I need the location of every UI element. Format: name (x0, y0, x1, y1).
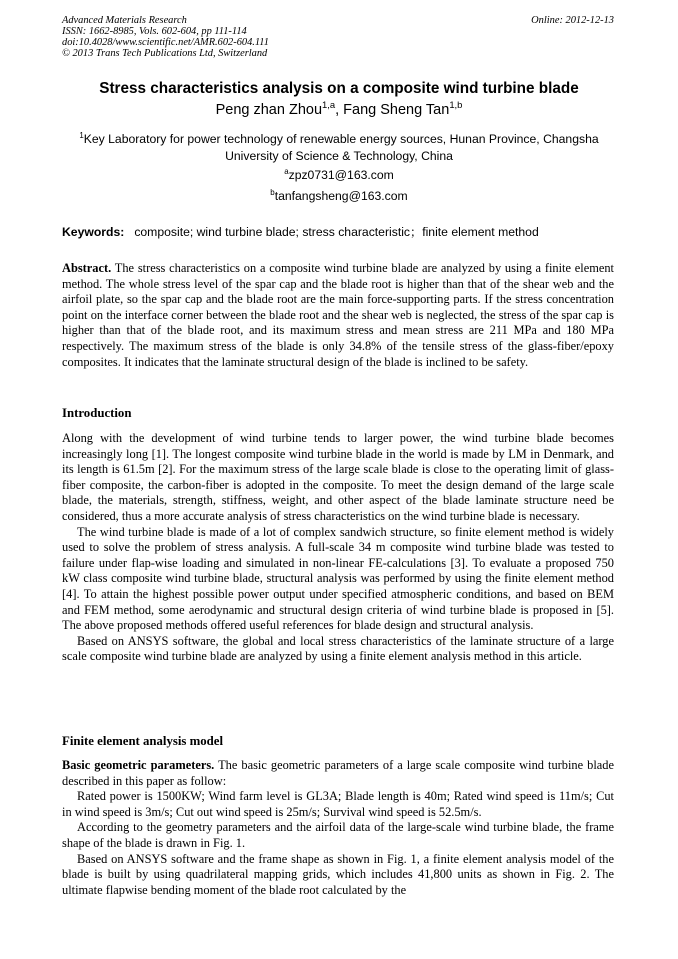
fea-section (62, 758, 614, 898)
author-name: Peng zhan Zhou (215, 102, 323, 118)
copyright-line: © 2013 Trans Tech Publications Ltd, Switzerland (62, 48, 268, 59)
online-date: Online: 2012-12-13 (531, 15, 614, 26)
paragraph (62, 758, 614, 789)
email-line (40, 189, 638, 203)
email-superscript: b (270, 187, 275, 197)
author-superscript: 1,b (449, 99, 463, 111)
journal-header (62, 15, 269, 59)
paragraph: Rated power is 1500KW; Wind farm level is GL3A; Blade length is 40m; Rated wind speed is 11m/s; Cut in wind speed is 3m/s; Cut out wind speed is 25m/s; Survival wind speed is 52.5m/s. (62, 789, 614, 819)
author-line (40, 99, 638, 118)
journal-name: Advanced Materials Research (62, 15, 187, 26)
author-separator: , (335, 102, 344, 118)
author-superscript: 1,a (322, 99, 336, 111)
issn-line: ISSN: 1662-8985, Vols. 602-604, pp 111-114 (62, 26, 247, 37)
affiliation (62, 131, 616, 165)
email-address[interactable]: zpz0731@163.com (288, 168, 394, 182)
paragraph-text: The basic geometric parameters of a large scale composite wind turbine blade described in this paper as follow: (62, 758, 614, 788)
keywords-label: Keywords: (62, 225, 125, 239)
email-line (40, 168, 638, 182)
paragraph: Based on ANSYS software, the global and local stress characteristics of the laminate structure of a large scale composite wind turbine blade are analyzed by using a finite element analysis method in this article. (62, 633, 614, 664)
email-superscript: a (284, 166, 289, 176)
paper-title: Stress characteristics analysis on a composite wind turbine blade (99, 80, 579, 97)
affiliation-superscript: 1 (79, 130, 84, 140)
paragraph: Along with the development of wind turbine tends to larger power, the wind turbine blade becomes increasingly long [1]. The longest composite wind turbine blade in the world is made by LM in Denmark, and its length is 61.5m [2]. For the maximum stress of the large scale blade is close to the operating limit of glass-fiber composite, the carbon-fiber is adopted in the composite. To meet the design demand of the large scale blade, the materials, strength, stiffness, weight, and other aspect of the blade laminate structure need be considered, thus a more accurate analysis of stress characteristics on the wind turbine blade is necessary. (62, 431, 614, 523)
section-heading-introduction: Introduction (62, 406, 132, 420)
paragraph: The wind turbine blade is made of a lot of complex sandwich structure, so finite element method is widely used to solve the problem of stress analysis. A full-scale 34 m composite wind turbine blade was tested to failure under flap-wise loading and simulated in non-linear FE-calculations [3]. To evaluate a proposed 750 kW class composite wind turbine blade, structural analysis was performed by using the finite element method [4]. To attain the highest possible power output under specified atmospheric conditions, and based on BEM and FEM method, some aerodynamic and structural design criteria of wind turbine blade is proposed in [5]. The above proposed methods offered useful references for blade design and structural analysis. (62, 524, 614, 633)
paragraph: According to the geometry parameters and the airfoil data of the large-scale wind turbine blade, the frame shape of the blade is drawn in Fig. 1. (62, 820, 614, 850)
affiliation-text: Key Laboratory for power technology of renewable energy sources, Hunan Province, Changsha University of Science & Technology, China (83, 132, 599, 163)
paragraph: Based on ANSYS software and the frame shape as shown in Fig. 1, a finite element analysis model of the blade is built by using quadrilateral mapping grids, which includes 41,800 units as shown in Fig. 2. The ultimate flapwise bending moment of the blade root calculated by the (62, 851, 614, 897)
keywords-text: composite; wind turbine blade; stress characteristic；finite element method (134, 225, 539, 239)
abstract-text: The stress characteristics on a composite wind turbine blade are analyzed by using a finite element method. The whole stress level of the spar cap and the blade root is higher than that of the shear web and the airfoil plate, so the spar cap and the blade root are the main force-supporting parts. If the stress concentration point on the interface corner between the blade root and the shear web is neglected, the stress of the spar cap is higher than that of the blade root, and its maximum stress and mean stress are 211 MPa and 180 MPa respectively. The maximum stress of the blade is only 34.8% of the tensile stress of the glass-fiber/epoxy composites. It indicates that the laminate structural design of the blade is inclined to be safety. (62, 261, 614, 369)
doi-line: doi:10.4028/www.scientific.net/AMR.602-604.111 (62, 37, 269, 48)
abstract-label: Abstract. (62, 261, 112, 275)
author-name: Fang Sheng Tan (343, 102, 450, 118)
subsection-label: Basic geometric parameters. (62, 758, 215, 772)
email-address[interactable]: tanfangsheng@163.com (274, 189, 408, 203)
keywords (62, 223, 616, 240)
section-heading-fea: Finite element analysis model (62, 734, 224, 748)
introduction-section (62, 431, 614, 665)
abstract (62, 261, 614, 370)
